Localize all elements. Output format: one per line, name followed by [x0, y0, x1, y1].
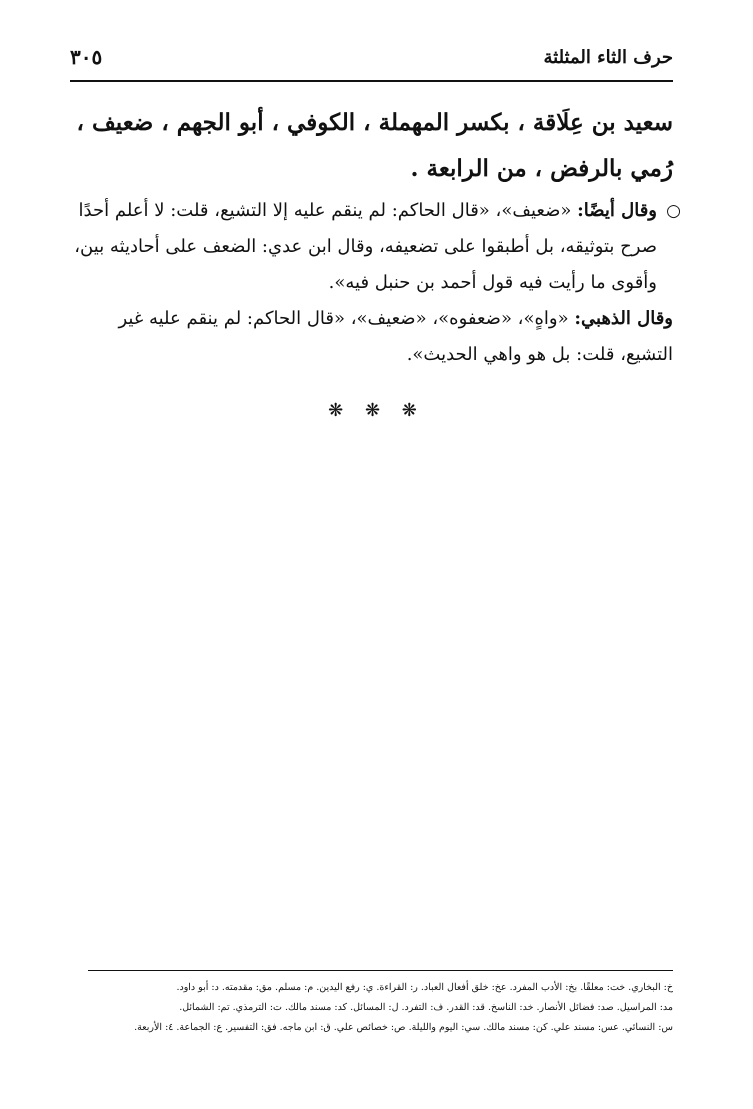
header-rule: [70, 80, 673, 82]
note-1-lead: وقال أيضًا:: [577, 200, 657, 221]
note-2-lead: وقال الذهبي:: [574, 308, 673, 329]
notes-section: [70, 193, 681, 373]
bullet-circle-icon: ○: [666, 201, 681, 221]
abbreviations-footnote: [82, 978, 673, 1038]
footnote-line-1: خ: البخاري. خت: معلقًا. بخ: الأدب المفرد. عخ: خلق أفعال العباد. ر: القراءة. ي: رفع اليدين. م: مسلم. مق: مقدمته. د: أبو داود.: [176, 982, 673, 993]
main-entry: سعيد بن عِلَاقة ، بكسر المهملة ، الكوفي ، أبو الجهم ، ضعيف ، رُمي بالرفض ، من الرابعة .: [76, 109, 673, 182]
note-2: [70, 301, 673, 373]
footnote-line-3: س: النسائي. عس: مسند علي. كن: مسند مالك. سي: اليوم والليلة. ص: خصائص علي. ق: ابن ماجه. فق: التفسير. ع: الجماعة. ٤: الأربعة.: [134, 1022, 673, 1033]
footnote-rule: [88, 970, 673, 971]
note-2-text: «واهٍ»، «ضعفوه»، «ضعيف»، «قال الحاكم: لم ينقم عليه غير التشيع، قلت: بل هو واهي الحديث».: [118, 308, 673, 365]
page-number: ٣٠٥: [70, 45, 103, 69]
asterism-separator: ❋ ❋ ❋: [328, 400, 425, 421]
note-1: [70, 193, 681, 301]
footnote-line-2: مد: المراسيل. صد: فضائل الأنصار. خد: الناسخ. قد: القدر. ف: التفرد. ل: المسائل. كد: مسند مالك. ت: الترمذي. تم: الشمائل.: [179, 1002, 673, 1013]
running-title: حرف الثاء المثلثة: [543, 46, 673, 68]
note-1-text: «ضعيف»، «قال الحاكم: لم ينقم عليه إلا التشيع، قلت: لا أعلم أحدًا صرح بتوثيقه، بل أطبقوا على تضعيفه، وقال ابن عدي: الضعف على أحاديثه بين، وأقوى ما رأيت فيه قول أحمد بن حنبل فيه».: [74, 200, 657, 293]
page-header: [70, 40, 673, 74]
